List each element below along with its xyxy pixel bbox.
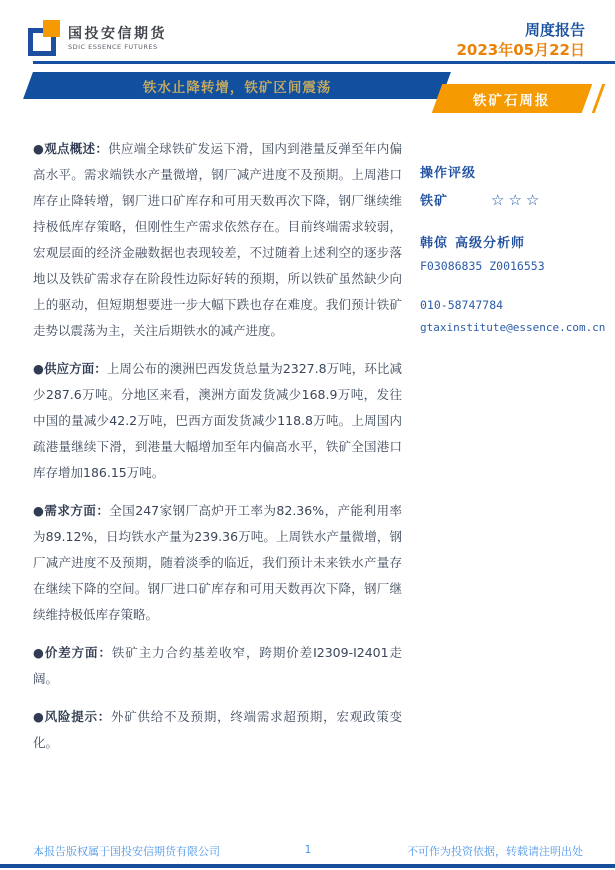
- analyst-name: 韩倞: [420, 236, 449, 251]
- category-badge: [432, 84, 593, 113]
- report-paragraph: [33, 498, 402, 628]
- company-logo-icon: [28, 20, 62, 56]
- category-badge-label: 铁矿石周报: [473, 92, 551, 109]
- paragraph-label: ●价差方面：: [33, 645, 112, 660]
- company-logo: [28, 20, 167, 56]
- paragraph-label: ●需求方面：: [33, 503, 110, 518]
- copyright-notice: 本报告版权属于国投安信期货有限公司: [33, 845, 220, 858]
- paragraph-text: 供应端全球铁矿发运下滑，国内到港量反弹至年内偏高水平。需求端铁水产量微增，钢厂减产进度不及预期。上周港口库存止降转增，钢厂进口矿库存和可用天数再次下降，钢厂继续维持极低库存策略，但刚性生产需求依然存在。目前终端需求较弱，宏观层面的经济金融数据也表现较差，不过随着上述利空的逐步落地以及铁矿需求存在阶段性边际好转的预期，所以铁矿虽然缺少向上的驱动，但短期想要进一步大幅下跌也存在难度。我们预计铁矿走势以震荡为主，关注后期铁水的减产进度。: [33, 141, 402, 338]
- analyst-credentials: F03086835 Z0016553: [420, 259, 545, 273]
- contact-phone: 010-58747784: [420, 298, 504, 312]
- paragraph-text: 铁矿主力合约基差收窄，跨期价差I2309-I2401走阔。: [33, 645, 402, 686]
- company-name-block: [68, 26, 167, 51]
- report-paragraph: [33, 704, 402, 756]
- report-paragraph: [33, 356, 402, 486]
- title-banner: [23, 72, 451, 99]
- page-header: [28, 20, 585, 59]
- paragraph-label: ●供应方面：: [33, 361, 107, 376]
- analyst-line: [420, 232, 610, 251]
- report-title: 铁水止降转增，铁矿区间震荡: [142, 79, 332, 96]
- analyst-panel: [420, 162, 610, 334]
- badge-accent-stripe: [592, 84, 606, 113]
- report-paragraph: [33, 640, 402, 692]
- footer-bar: [0, 864, 615, 868]
- company-name: 国投安信期货: [68, 25, 167, 42]
- logo-orange-square: [43, 20, 60, 37]
- paragraph-text: 全国247家钢厂高炉开工率为82.36%，产能利用率为89.12%，日均铁水产量为239.36万吨。上周铁水产量微增，钢厂减产进度不及预期，随着淡季的临近，我们预计未来铁水产量存在继续下降的空间。钢厂进口矿库存和可用天数再次下降，钢厂继续维持极低库存策略。: [33, 503, 402, 622]
- analyst-title: 高级分析师: [455, 236, 526, 251]
- page-number: 1: [304, 843, 312, 856]
- paragraph-label: ●观点概述：: [33, 141, 109, 156]
- paragraph-label: ●风险提示：: [33, 709, 111, 724]
- contact-email: gtaxinstitute@essence.com.cn: [420, 321, 606, 334]
- paragraph-text: 外矿供给不及预期，终端需求超预期，宏观政策变化。: [33, 709, 402, 750]
- paragraph-text: 上周公布的澳洲巴西发货总量为2327.8万吨，环比减少287.6万吨。分地区来看，澳洲方面发货减少168.9万吨，发往中国的量减少42.2万吨，巴西方面发货减少118.8万吨。上周国内疏港量继续下滑，到港量大幅增加至年内偏高水平，铁矿全国港口库存增加186.15万吨。: [33, 361, 402, 480]
- header-divider: [33, 61, 615, 64]
- report-type-label: 周度报告: [524, 21, 585, 39]
- rating-section-title: 操作评级: [420, 166, 477, 181]
- report-paragraph: [33, 136, 402, 344]
- company-name-en: SDIC ESSENCE FUTURES: [68, 42, 158, 51]
- rating-instrument: 铁矿: [420, 194, 449, 209]
- report-body: [33, 136, 402, 768]
- disclaimer: 不可作为投资依据，转载请注明出处: [407, 845, 583, 858]
- rating-stars: ☆☆☆: [491, 190, 544, 209]
- rating-row: [420, 190, 610, 209]
- report-meta: [457, 21, 586, 59]
- report-date: 2023年05月22日: [456, 41, 585, 59]
